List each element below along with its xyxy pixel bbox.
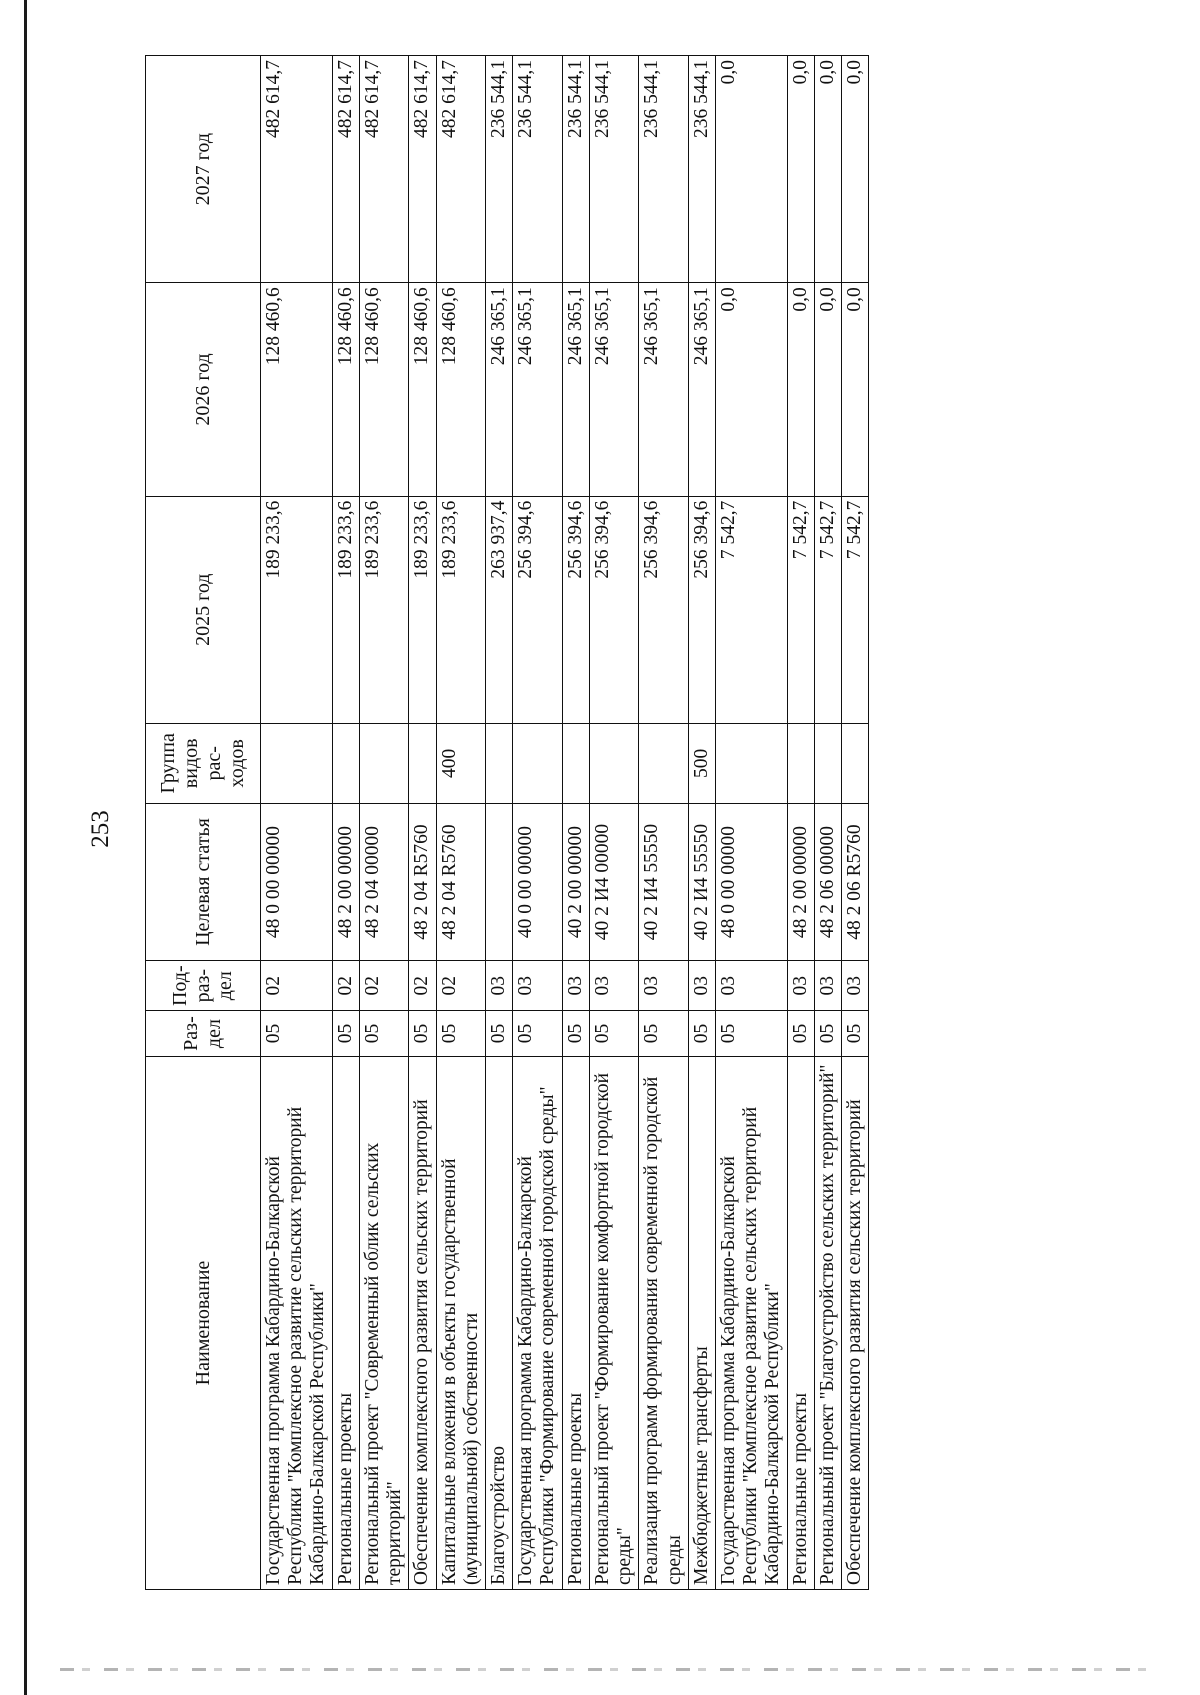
cell-2025: 256 394,6 [589,496,638,723]
table-row [562,56,589,1590]
cell-name: Обеспечение комплексного развития сельских территорий [842,1057,869,1590]
scan-bottom-noise [60,1668,1160,1671]
cell-razdel: 05 [842,1011,869,1057]
cell-2025: 256 394,6 [513,496,562,723]
cell-podrazdel: 03 [715,961,787,1011]
cell-statya: 48 2 04 R5760 [436,803,485,961]
cell-statya: 48 2 04 00000 [359,803,408,961]
cell-razdel: 05 [513,1011,562,1057]
table-row [485,56,512,1590]
cell-2025: 189 233,6 [332,496,359,723]
header-statya: Целевая статья [146,803,261,961]
header-razdel: Раз- дел [146,1011,261,1057]
cell-2025: 189 233,6 [359,496,408,723]
cell-name: Государственная программа Кабардино-Балкарской Республики "Комплексное развитие сельских территорий Кабардино-Балкарской Республики" [715,1057,787,1590]
header-2025: 2025 год [146,496,261,723]
table-row [513,56,562,1590]
cell-2025: 256 394,6 [562,496,589,723]
cell-2027: 236 544,1 [589,56,638,283]
cell-podrazdel: 03 [787,961,814,1011]
cell-2026: 0,0 [842,283,869,496]
header-gruppa: Группа видов рас- ходов [146,723,261,803]
cell-gruppa: 500 [688,723,715,803]
cell-2025: 7 542,7 [715,496,787,723]
cell-razdel: 05 [688,1011,715,1057]
cell-2025: 189 233,6 [409,496,436,723]
cell-statya: 40 2 И4 55550 [639,803,688,961]
cell-2026: 246 365,1 [513,283,562,496]
cell-2026: 128 460,6 [409,283,436,496]
cell-name: Региональные проекты [332,1057,359,1590]
cell-podrazdel: 02 [261,961,333,1011]
cell-2026: 128 460,6 [332,283,359,496]
table-row [842,56,869,1590]
cell-gruppa [814,723,841,803]
cell-gruppa [562,723,589,803]
cell-gruppa [485,723,512,803]
cell-gruppa [359,723,408,803]
cell-statya: 40 2 00 00000 [562,803,589,961]
cell-podrazdel: 03 [639,961,688,1011]
cell-2025: 189 233,6 [261,496,333,723]
cell-razdel: 05 [814,1011,841,1057]
cell-2027: 0,0 [787,56,814,283]
cell-razdel: 05 [562,1011,589,1057]
cell-2025: 256 394,6 [688,496,715,723]
cell-podrazdel: 03 [688,961,715,1011]
cell-2026: 246 365,1 [562,283,589,496]
cell-podrazdel: 03 [562,961,589,1011]
cell-2025: 7 542,7 [842,496,869,723]
cell-statya: 40 2 И4 55550 [688,803,715,961]
cell-2027: 0,0 [715,56,787,283]
cell-razdel: 05 [359,1011,408,1057]
cell-2027: 236 544,1 [688,56,715,283]
cell-2026: 246 365,1 [639,283,688,496]
cell-gruppa [715,723,787,803]
cell-razdel: 05 [589,1011,638,1057]
cell-2027: 482 614,7 [409,56,436,283]
table-row [436,56,485,1590]
header-2027: 2027 год [146,56,261,283]
header-name: Наименование [146,1057,261,1590]
header-2026: 2026 год [146,283,261,496]
cell-2027: 236 544,1 [639,56,688,283]
table-row [332,56,359,1590]
cell-podrazdel: 02 [409,961,436,1011]
cell-2026: 246 365,1 [589,283,638,496]
cell-2027: 236 544,1 [513,56,562,283]
scan-left-edge [24,0,27,1695]
cell-2027: 0,0 [814,56,841,283]
cell-2026: 128 460,6 [359,283,408,496]
cell-2025: 263 937,4 [485,496,512,723]
cell-2026: 246 365,1 [688,283,715,496]
cell-2027: 482 614,7 [261,56,333,283]
cell-2027: 236 544,1 [485,56,512,283]
table-row [409,56,436,1590]
cell-gruppa: 400 [436,723,485,803]
cell-2027: 236 544,1 [562,56,589,283]
table-row [715,56,787,1590]
cell-2026: 0,0 [814,283,841,496]
table-row [787,56,814,1590]
cell-2026: 0,0 [787,283,814,496]
cell-podrazdel: 03 [513,961,562,1011]
cell-2026: 0,0 [715,283,787,496]
cell-gruppa [261,723,333,803]
cell-statya: 48 2 06 R5760 [842,803,869,961]
cell-gruppa [513,723,562,803]
cell-podrazdel: 03 [589,961,638,1011]
cell-gruppa [787,723,814,803]
cell-razdel: 05 [485,1011,512,1057]
cell-2025: 7 542,7 [814,496,841,723]
cell-2027: 482 614,7 [359,56,408,283]
cell-razdel: 05 [261,1011,333,1057]
cell-statya [485,803,512,961]
table-row [359,56,408,1590]
cell-razdel: 05 [332,1011,359,1057]
cell-razdel: 05 [409,1011,436,1057]
cell-name: Государственная программа Кабардино-Балкарской Республики "Формирование современной городской среды" [513,1057,562,1590]
cell-2025: 189 233,6 [436,496,485,723]
cell-statya: 48 2 04 R5760 [409,803,436,961]
table-row [639,56,688,1590]
cell-statya: 48 2 00 00000 [332,803,359,961]
cell-razdel: 05 [436,1011,485,1057]
cell-gruppa [842,723,869,803]
cell-2027: 482 614,7 [436,56,485,283]
cell-name: Реализация программ формирования современной городской среды [639,1057,688,1590]
table-row [814,56,841,1590]
cell-podrazdel: 02 [359,961,408,1011]
header-podrazdel: Под- раз- дел [146,961,261,1011]
cell-2025: 7 542,7 [787,496,814,723]
cell-2027: 0,0 [842,56,869,283]
table-row [688,56,715,1590]
cell-name: Региональный проект "Благоустройство сельских территорий" [814,1057,841,1590]
cell-name: Обеспечение комплексного развития сельских территорий [409,1057,436,1590]
table-body [261,56,869,1590]
cell-gruppa [639,723,688,803]
cell-podrazdel: 03 [814,961,841,1011]
cell-statya: 48 0 00 00000 [715,803,787,961]
cell-podrazdel: 02 [332,961,359,1011]
cell-podrazdel: 03 [842,961,869,1011]
cell-podrazdel: 03 [485,961,512,1011]
cell-statya: 40 2 И4 00000 [589,803,638,961]
cell-razdel: 05 [715,1011,787,1057]
cell-statya: 48 2 00 00000 [787,803,814,961]
cell-gruppa [589,723,638,803]
page-number: 253 [86,810,114,848]
rotated-table-container [145,55,1105,1590]
cell-2026: 246 365,1 [485,283,512,496]
cell-razdel: 05 [787,1011,814,1057]
table-row [589,56,638,1590]
cell-razdel: 05 [639,1011,688,1057]
cell-statya: 48 2 06 00000 [814,803,841,961]
cell-name: Капитальные вложения в объекты государственной (муниципальной) собственности [436,1057,485,1590]
budget-table [145,55,869,1590]
table-header-row [146,56,261,1590]
cell-gruppa [332,723,359,803]
cell-statya: 48 0 00 00000 [261,803,333,961]
cell-name: Благоустройство [485,1057,512,1590]
table-row [261,56,333,1590]
cell-podrazdel: 02 [436,961,485,1011]
cell-name: Межбюджетные трансферты [688,1057,715,1590]
cell-name: Государственная программа Кабардино-Балкарской Республики "Комплексное развитие сельских территорий Кабардино-Балкарской Республики" [261,1057,333,1590]
cell-name: Региональные проекты [787,1057,814,1590]
cell-name: Региональные проекты [562,1057,589,1590]
cell-2027: 482 614,7 [332,56,359,283]
cell-2026: 128 460,6 [261,283,333,496]
cell-name: Региональный проект "Современный облик сельских территорий" [359,1057,408,1590]
cell-2026: 128 460,6 [436,283,485,496]
cell-gruppa [409,723,436,803]
cell-statya: 40 0 00 00000 [513,803,562,961]
cell-2025: 256 394,6 [639,496,688,723]
cell-name: Региональный проект "Формирование комфортной городской среды" [589,1057,638,1590]
